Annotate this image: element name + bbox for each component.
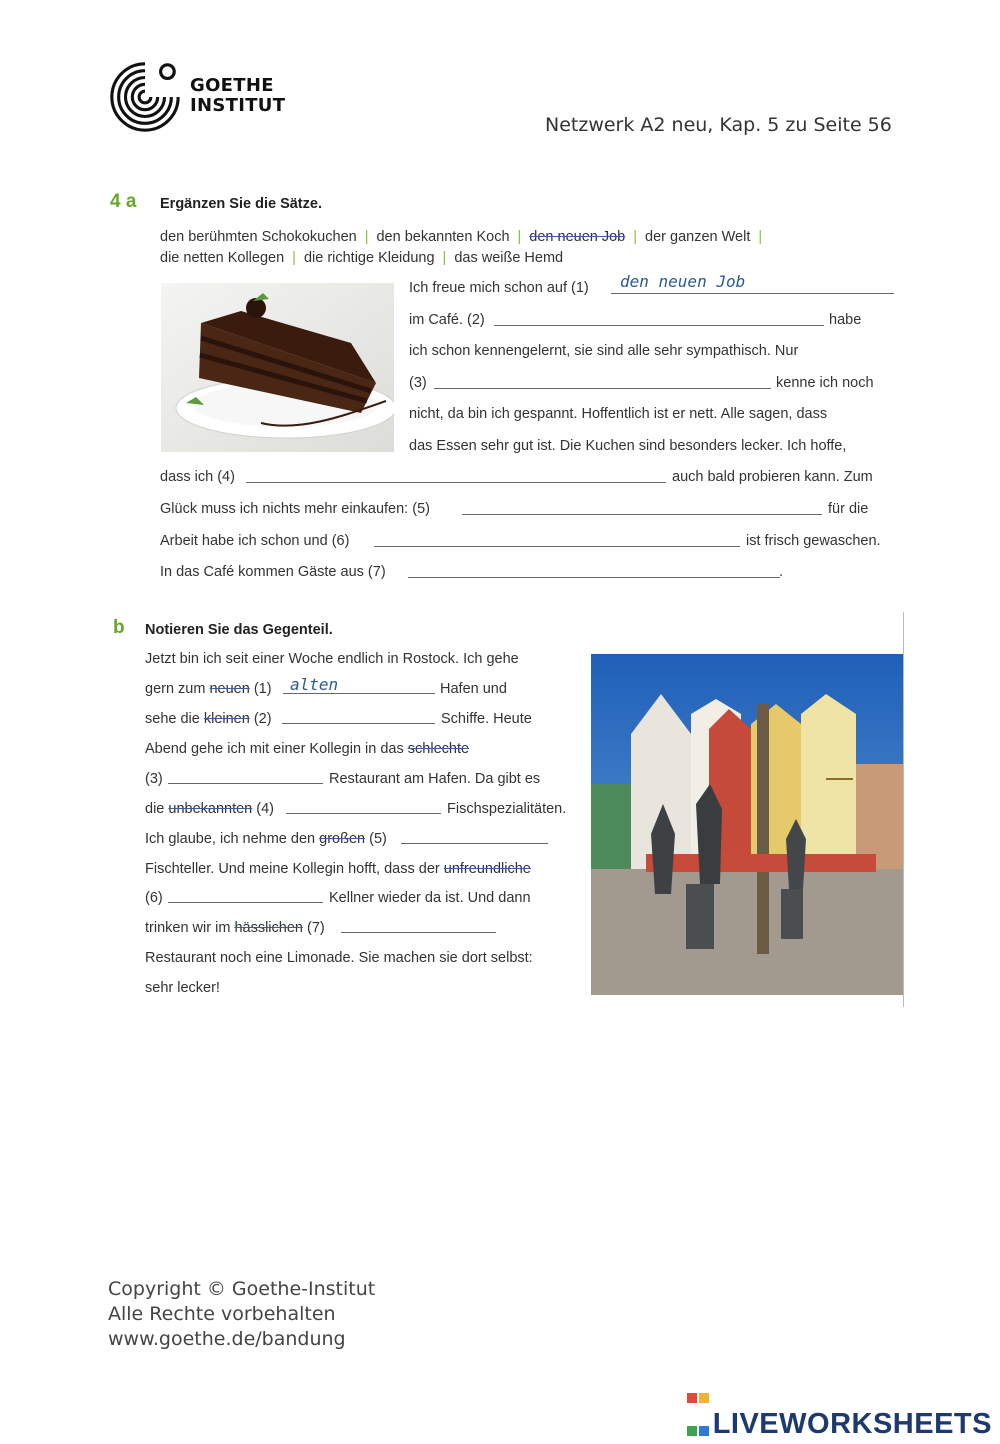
exercise-number: 4 a <box>110 191 137 212</box>
text-line: dass ich (4) <box>160 469 235 485</box>
word-bank-item: die richtige Kleidung <box>303 250 435 266</box>
divider <box>903 612 904 1007</box>
text-line: . <box>779 564 784 580</box>
footer-line: Copyright © Goethe-Institut <box>108 1278 376 1300</box>
text-line: Ich glaube, ich nehme den großen (5) <box>145 831 387 847</box>
b-answer-field-4[interactable] <box>286 813 441 814</box>
liveworksheets-text: LIVEWORKSHEETS <box>712 1408 992 1440</box>
text-line: sehe die kleinen (2) <box>145 711 272 727</box>
text-line: sehr lecker! <box>145 980 220 996</box>
logo-line2: INSTITUT <box>190 95 286 116</box>
answer-field-3[interactable] <box>434 388 771 389</box>
text-line: Fischspezialitäten. <box>447 801 567 817</box>
page-reference: Netzwerk A2 neu, Kap. 5 zu Seite 56 <box>545 114 892 136</box>
word-bank-item-used: den neuen Job <box>529 229 626 245</box>
text-line: im Café. (2) <box>409 312 485 328</box>
handwritten-answer-1: den neuen Job <box>620 272 746 291</box>
liveworksheets-icon <box>686 1378 710 1402</box>
answer-field-5[interactable] <box>462 514 822 515</box>
text-line: Glück muss ich nichts mehr einkaufen: (5) <box>160 501 430 517</box>
copyright-footer <box>108 1277 375 1352</box>
text-line: Kellner wieder da ist. Und dann <box>329 890 531 906</box>
word-bank-item: den bekannten Koch <box>376 229 510 245</box>
text-line: Schiffe. Heute <box>441 711 532 727</box>
word-bank-item: die netten Kollegen <box>160 250 285 266</box>
b-answer-field-3[interactable] <box>168 783 323 784</box>
word-bank: den berühmten Schokokuchen | den bekannten Koch | den neuen Job | der ganzen Welt | die netten Kollegen | die richtige Kleidung | das weiße Hemd <box>160 229 763 266</box>
struck-word: kleinen <box>203 711 250 727</box>
text-line: gern zum neuen (1) <box>145 681 272 697</box>
text-line: Fischteller. Und meine Kollegin hofft, dass der unfreundliche <box>145 861 531 877</box>
text-line: auch bald probieren kann. Zum <box>672 469 873 485</box>
struck-word: schlechte <box>407 741 470 757</box>
answer-field-4[interactable] <box>246 482 666 483</box>
text-line: ich schon kennengelernt, sie sind alle sehr sympathisch. Nur <box>409 343 799 359</box>
b-answer-field-2[interactable] <box>282 723 435 724</box>
answer-field-1[interactable] <box>611 293 894 294</box>
word-bank-item: das weiße Hemd <box>454 250 564 266</box>
text-line: die unbekannten (4) <box>145 801 275 817</box>
text-line: (3) <box>409 375 427 391</box>
text-line: (6) <box>145 890 163 906</box>
text-line: trinken wir im hässlichen (7) <box>145 920 325 936</box>
text-line: Abend gehe ich mit einer Kollegin in das schlechte <box>145 741 470 757</box>
b-handwritten-answer-1: alten <box>290 675 339 694</box>
struck-word: unfreundliche <box>443 861 531 877</box>
text-line: habe <box>829 312 862 328</box>
text-line: Ich freue mich schon auf (1) <box>409 280 589 296</box>
text-line: nicht, da bin ich gespannt. Hoffentlich ist er nett. Alle sagen, dass <box>409 406 828 422</box>
exercise-letter: b <box>113 617 125 638</box>
word-bank-item: der ganzen Welt <box>645 229 751 245</box>
text-line: In das Café kommen Gäste aus (7) <box>160 564 386 580</box>
word-bank-item: den berühmten Schokokuchen <box>160 229 357 245</box>
b-answer-field-5[interactable] <box>401 843 548 844</box>
text-line: ist frisch gewaschen. <box>746 533 881 549</box>
liveworksheets-logo[interactable] <box>686 1378 992 1441</box>
text-line: (3) <box>145 771 163 787</box>
struck-word: unbekannten <box>168 801 253 817</box>
text-line: das Essen sehr gut ist. Die Kuchen sind besonders lecker. Ich hoffe, <box>409 438 847 454</box>
text-line: Hafen und <box>440 681 507 697</box>
text-line: Restaurant noch eine Limonade. Sie machen sie dort selbst: <box>145 950 533 966</box>
struck-word: hässlichen <box>234 920 303 936</box>
answer-field-2[interactable] <box>494 325 824 326</box>
exercise-b-title: Notieren Sie das Gegenteil. <box>145 622 333 638</box>
answer-field-7[interactable] <box>408 577 780 578</box>
logo-line1: GOETHE <box>190 75 274 96</box>
struck-word: neuen <box>209 681 250 697</box>
text-line: kenne ich noch <box>776 375 874 391</box>
text-line: Jetzt bin ich seit einer Woche endlich in Rostock. Ich gehe <box>145 651 519 667</box>
logo-text <box>190 76 285 116</box>
rostock-image <box>591 654 903 995</box>
answer-field-6[interactable] <box>374 546 740 547</box>
footer-line: Alle Rechte vorbehalten <box>108 1303 336 1325</box>
b-answer-field-7[interactable] <box>341 932 496 933</box>
b-answer-field-6[interactable] <box>168 902 323 903</box>
text-line: Restaurant am Hafen. Da gibt es <box>329 771 541 787</box>
cake-image <box>161 283 394 452</box>
text-line: Arbeit habe ich schon und (6) <box>160 533 350 549</box>
footer-line[interactable]: www.goethe.de/bandung <box>108 1328 346 1350</box>
struck-word: großen <box>319 831 366 847</box>
text-line: für die <box>828 501 869 517</box>
goethe-logo-icon <box>106 58 184 136</box>
exercise-a-title: Ergänzen Sie die Sätze. <box>160 196 322 212</box>
